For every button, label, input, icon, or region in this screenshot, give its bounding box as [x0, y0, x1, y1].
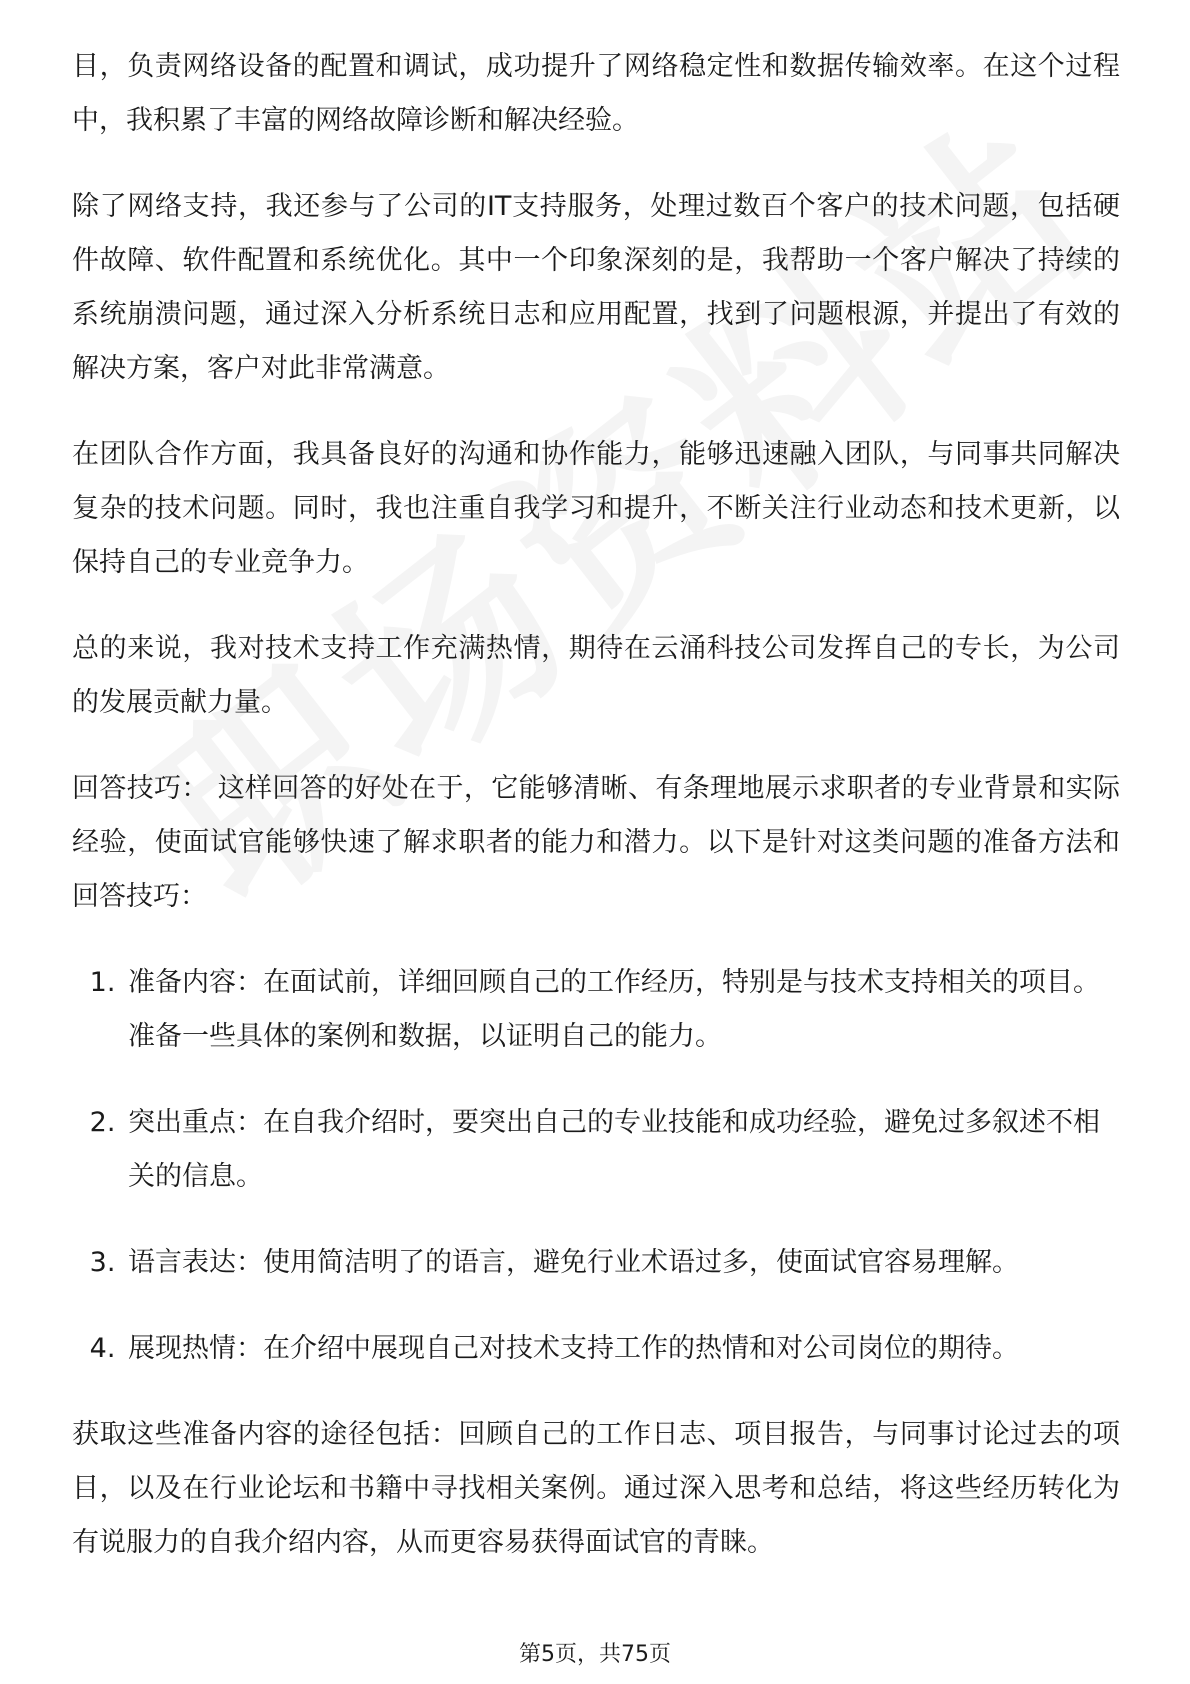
- list-item: 4. 展现热情：在介绍中展现自己对技术支持工作的热情和对公司岗位的期待。: [124, 1322, 1120, 1376]
- page-number: 第5页，共75页: [519, 1642, 671, 1667]
- list-item: 2. 突出重点：在自我介绍时，要突出自己的专业技能和成功经验，避免过多叙述不相关的信息。: [124, 1096, 1120, 1204]
- paragraph-network-support: 目，负责网络设备的配置和调试，成功提升了网络稳定性和数据传输效率。在这个过程中，我积累了丰富的网络故障诊断和解决经验。: [72, 51, 1120, 136]
- paragraph-teamwork: 在团队合作方面，我具备良好的沟通和协作能力，能够迅速融入团队，与同事共同解决复杂的技术问题。同时，我也注重自我学习和提升，不断关注行业动态和技术更新，以保持自己的专业竞争力。: [72, 439, 1120, 578]
- list-item: 3. 语言表达：使用简洁明了的语言，避免行业术语过多，使面试官容易理解。: [124, 1236, 1120, 1290]
- paragraph-answer-tips: 回答技巧： 这样回答的好处在于，它能够清晰、有条理地展示求职者的专业背景和实际经验，使面试官能够快速了解求职者的能力和潜力。以下是针对这类问题的准备方法和回答技巧：: [72, 773, 1120, 912]
- paragraph-summary: 总的来说，我对技术支持工作充满热情，期待在云涌科技公司发挥自己的专长，为公司的发展贡献力量。: [72, 633, 1120, 718]
- document-body: [72, 40, 1120, 1602]
- tips-list: [72, 956, 1120, 1376]
- paragraph-it-support: 除了网络支持，我还参与了公司的IT支持服务，处理过数百个客户的技术问题，包括硬件故障、软件配置和系统优化。其中一个印象深刻的是，我帮助一个客户解决了持续的系统崩溃问题，通过深入分析系统日志和应用配置，找到了问题根源，并提出了有效的解决方案，客户对此非常满意。: [72, 191, 1120, 384]
- paragraph-closing: 获取这些准备内容的途径包括：回顾自己的工作日志、项目报告，与同事讨论过去的项目，以及在行业论坛和书籍中寻找相关案例。通过深入思考和总结，将这些经历转化为有说服力的自我介绍内容，从而更容易获得面试官的青睐。: [72, 1419, 1120, 1558]
- list-item: 1. 准备内容：在面试前，详细回顾自己的工作经历，特别是与技术支持相关的项目。准备一些具体的案例和数据，以证明自己的能力。: [124, 956, 1120, 1064]
